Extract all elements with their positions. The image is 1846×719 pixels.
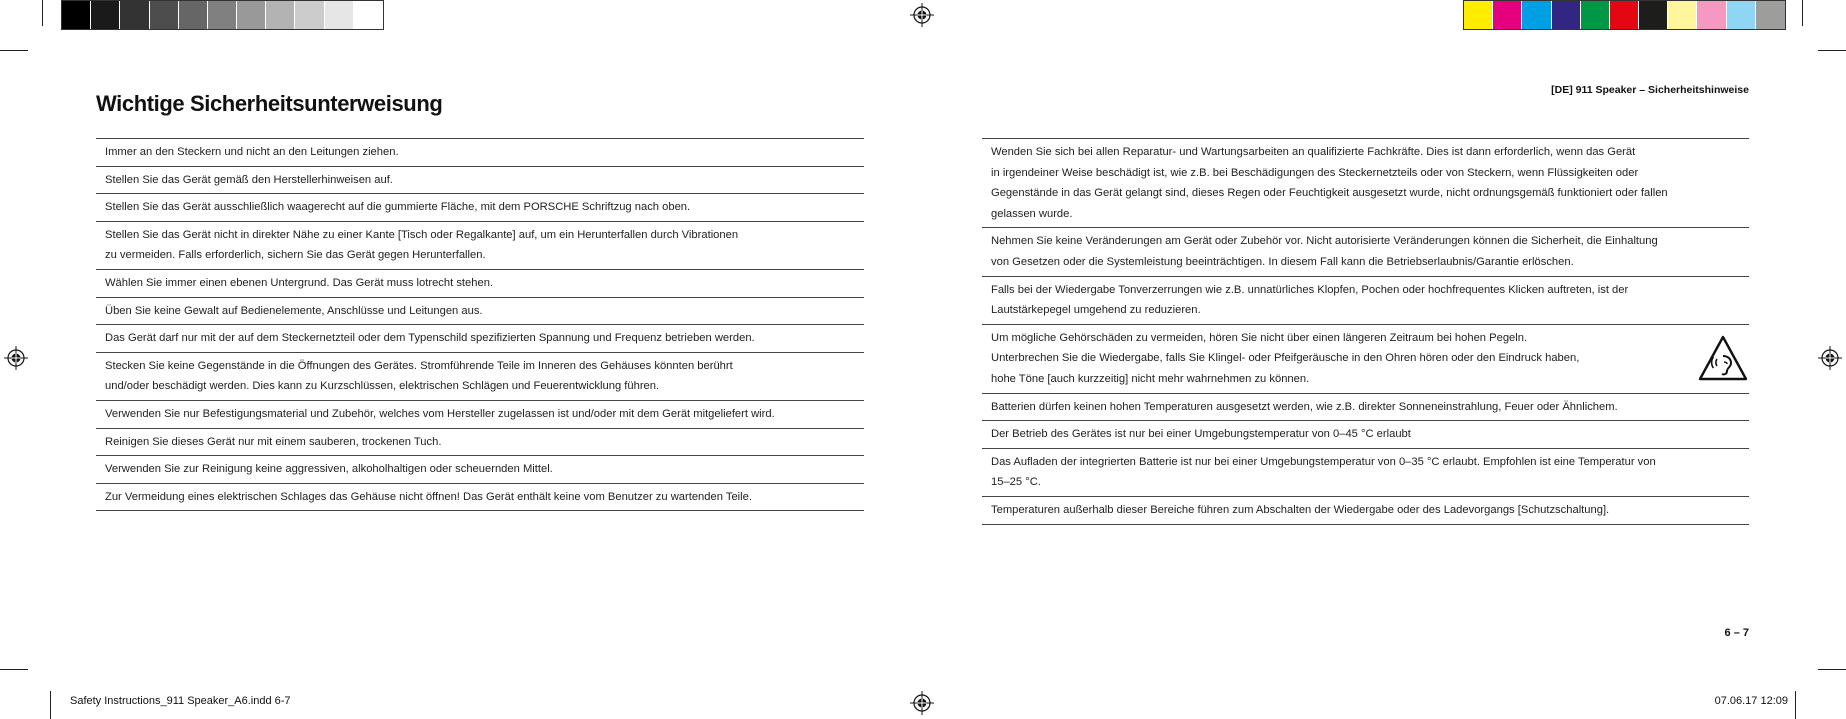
instruction-text-line: und/oder beschädigt werden. Dies kann zu Kurzschlüssen, elektrischen Schlägen und Feuerentwicklung führen. [105,380,660,393]
registration-mark-icon [1818,346,1842,370]
color-swatch [1552,1,1581,29]
color-swatch [1727,1,1756,29]
crop-mark [0,50,28,51]
instruction-text-line: Wenden Sie sich bei allen Reparatur- und Wartungsarbeiten an qualifizierte Fachkräfte. Dies ist dann erforderlich, wenn das Gerät [991,146,1636,158]
slug-file-info: Safety Instructions_911 Speaker_A6.indd 6-7 [70,695,291,707]
instruction-text-line: Immer an den Steckern und nicht an den Leitungen ziehen. [105,146,399,158]
color-swatch [354,1,383,29]
instruction-text-line: Batterien dürfen keinen hohen Temperaturen ausgesetzt werden, wie z.B. direkter Sonneneinstrahlung, Feuer oder Ähnlichem. [991,400,1618,413]
instruction-item [982,228,1749,276]
registration-mark-icon [910,3,934,27]
left-instruction-list [96,138,864,511]
instruction-item [982,449,1749,497]
instruction-text-line: Reinigen Sie dieses Gerät nur mit einem sauberen, trockenen Tuch. [105,435,442,448]
instruction-text-line: Stellen Sie das Gerät nicht in direkter Nähe zu einer Kante [Tisch oder Regalkante] auf, um ein Herunterfallen durch Vibrationen [105,228,739,241]
process-color-bar [1463,0,1786,30]
instruction-text-line: Üben Sie keine Gewalt auf Bedienelemente, Anschlüsse und Leitungen aus. [105,304,483,317]
instruction-text-line: Stellen Sie das Gerät ausschließlich waagerecht auf die gummierte Fläche, mit dem PORSCHE Schriftzug nach oben. [105,201,691,214]
instruction-item [96,167,864,195]
instruction-text-line: Stecken Sie keine Gegenstände in die Öffnungen des Gerätes. Stromführende Teile im Inneren des Gehäuses könnten berührt [105,359,733,372]
instruction-text-line: von Gesetzen oder die Systemleistung beeinträchtigen. In diesem Fall kann die Betriebserlaubnis/Garantie erlöschen. [991,255,1574,268]
color-swatch [237,1,266,29]
color-swatch [1639,1,1668,29]
instruction-text-line: Nehmen Sie keine Veränderungen am Gerät oder Zubehör vor. Nicht autorisierte Veränderungen können die Sicherheit, die Einhaltung [991,235,1658,248]
color-swatch [1668,1,1697,29]
crop-mark [42,0,43,26]
page-number: 6 – 7 [1724,627,1749,639]
instruction-item [96,456,864,484]
hearing-damage-warning-icon [1697,334,1749,382]
instruction-item [96,270,864,298]
instruction-item [96,194,864,222]
instruction-item [982,394,1749,422]
instruction-text-line: Der Betrieb des Gerätes ist nur bei einer Umgebungstemperatur von 0–45 °C erlaubt [991,428,1411,441]
color-swatch [1697,1,1726,29]
instruction-item [96,484,864,512]
instruction-text-line: Lautstärkepegel umgehend zu reduzieren. [991,304,1201,317]
registration-mark-icon [4,346,28,370]
instruction-item [982,325,1749,394]
color-swatch [62,1,91,29]
instruction-text-line: Gegenstände in das Gerät gelangt sind, dieses Regen oder Feuchtigkeit ausgesetzt wurde, nicht ordnungsgemäß funktioniert oder fallen [991,187,1668,200]
registration-mark-icon [910,691,934,715]
instruction-text-line: Stellen Sie das Gerät gemäß den Herstellerhinweisen auf. [105,173,393,186]
instruction-text-line: hohe Töne [auch kurzzeitig] nicht mehr wahrnehmen zu können. [991,372,1310,385]
crop-mark [1795,691,1796,719]
crop-mark [50,691,51,719]
instruction-item [96,353,864,401]
grayscale-color-bar [61,0,384,30]
color-swatch [1522,1,1551,29]
instruction-text-line: in irgendeiner Weise beschädigt ist, wie z.B. bei Beschädigungen des Steckernetzteils oder von Steckern, wenn Flüssigkeiten oder [991,166,1639,179]
crop-mark [1818,50,1846,51]
instruction-item [96,401,864,429]
color-swatch [120,1,149,29]
color-swatch [325,1,354,29]
color-swatch [91,1,120,29]
instruction-item [982,421,1749,449]
crop-mark [1818,669,1846,670]
instruction-item [96,325,864,353]
instruction-text-line: Unterbrechen Sie die Wiedergabe, falls Sie Klingel- oder Pfeifgeräusche in den Ohren hören oder den Eindruck haben, [991,352,1580,365]
color-swatch [1464,1,1493,29]
instruction-text-line: Temperaturen außerhalb dieser Bereiche führen zum Abschalten der Wiedergabe oder des Ladevorgangs [Schutzschaltung]. [991,503,1610,516]
color-swatch [295,1,324,29]
color-swatch [150,1,179,29]
page-title: Wichtige Sicherheitsunterweisung [96,91,443,116]
running-head: [DE] 911 Speaker – Sicherheitshinweise [1551,84,1749,96]
color-swatch [208,1,237,29]
instruction-item [982,497,1749,525]
instruction-text-line: Wählen Sie immer einen ebenen Untergrund. Das Gerät muss lotrecht stehen. [105,276,494,289]
instruction-text-line: zu vermeiden. Falls erforderlich, sichern Sie das Gerät gegen Herunterfallen. [105,249,486,262]
instruction-text-line: Verwenden Sie zur Reinigung keine aggressiven, alkoholhaltigen oder scheuernden Mittel. [105,463,553,476]
instruction-text-line: 15–25 °C. [991,476,1041,489]
right-instruction-list [982,138,1749,525]
color-swatch [266,1,295,29]
instruction-text-line: Das Aufladen der integrierten Batterie ist nur bei einer Umgebungstemperatur von 0–35 °C erlaubt. Empfohlen ist eine Temperatur von [991,455,1656,468]
instruction-item [982,277,1749,325]
slug-date-time: 07.06.17 12:09 [1714,695,1788,707]
instruction-text-line: Um mögliche Gehörschäden zu vermeiden, hören Sie nicht über einen längeren Zeitraum bei hohen Pegeln. [991,331,1528,344]
instruction-text-line: Das Gerät darf nur mit der auf dem Steckernetzteil oder dem Typenschild spezifizierten Spannung und Frequenz betrieben werden. [105,332,755,345]
instruction-text-line: Falls bei der Wiedergabe Tonverzerrungen wie z.B. unnatürliches Klopfen, Pochen oder hochfrequentes Klicken auftreten, ist der [991,283,1629,296]
color-swatch [1493,1,1522,29]
instruction-item [96,222,864,270]
instruction-item [96,298,864,326]
color-swatch [1610,1,1639,29]
instruction-text-line: gelassen wurde. [991,207,1073,220]
crop-mark [0,669,28,670]
instruction-item [982,138,1749,228]
instruction-item [96,138,864,167]
instruction-text-line: Zur Vermeidung eines elektrischen Schlages das Gehäuse nicht öffnen! Das Gerät enthält keine vom Benutzer zu wartenden Teile. [105,490,752,503]
color-swatch [1756,1,1785,29]
instruction-text-line: Verwenden Sie nur Befestigungsmaterial und Zubehör, welches vom Hersteller zugelassen ist und/oder mit dem Gerät mitgeliefert wird. [105,407,775,420]
color-swatch [1581,1,1610,29]
instruction-item [96,429,864,457]
crop-mark [1802,0,1803,26]
color-swatch [179,1,208,29]
